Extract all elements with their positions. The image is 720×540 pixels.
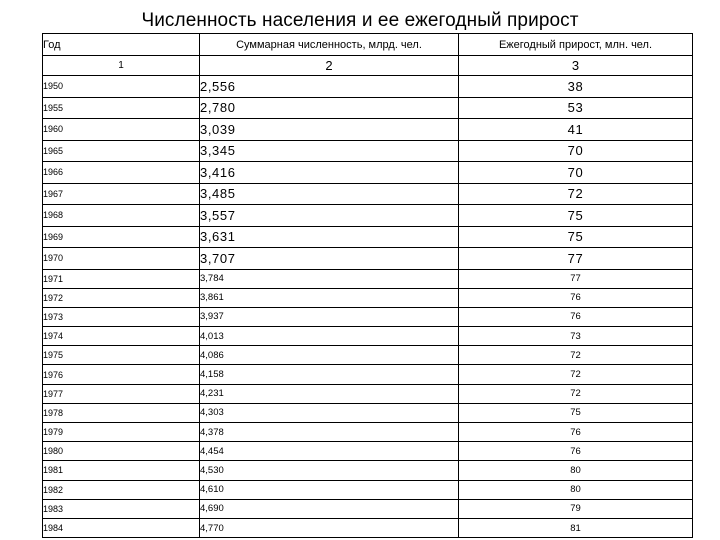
table-row bbox=[43, 346, 693, 365]
table-row bbox=[43, 480, 693, 499]
total-cell: 3,861 bbox=[200, 288, 459, 307]
total-cell: 4,303 bbox=[200, 403, 459, 422]
total-cell: 4,610 bbox=[200, 480, 459, 499]
growth-cell: 76 bbox=[459, 307, 693, 326]
table-row bbox=[43, 119, 693, 141]
table-title: Численность населения и ее ежегодный прирост bbox=[141, 10, 579, 31]
total-cell: 4,690 bbox=[200, 499, 459, 518]
total-cell: 4,454 bbox=[200, 442, 459, 461]
table-row bbox=[43, 269, 693, 288]
table-row bbox=[43, 205, 693, 227]
table-row bbox=[43, 162, 693, 184]
table-row bbox=[43, 288, 693, 307]
header-row bbox=[43, 34, 693, 56]
growth-cell: 75 bbox=[459, 205, 693, 227]
year-cell: 1960 bbox=[43, 119, 200, 141]
column-number-row bbox=[43, 56, 693, 76]
column-number-year: 1 bbox=[43, 56, 200, 76]
table-row bbox=[43, 423, 693, 442]
total-cell: 4,530 bbox=[200, 461, 459, 480]
total-cell: 3,416 bbox=[200, 162, 459, 184]
year-cell: 1979 bbox=[43, 423, 200, 442]
total-cell: 3,345 bbox=[200, 140, 459, 162]
column-number-growth: 3 bbox=[459, 56, 693, 76]
growth-cell: 73 bbox=[459, 327, 693, 346]
growth-cell: 72 bbox=[459, 183, 693, 205]
total-cell: 3,784 bbox=[200, 269, 459, 288]
total-cell: 2,780 bbox=[200, 97, 459, 119]
growth-cell: 41 bbox=[459, 119, 693, 141]
table-row bbox=[43, 365, 693, 384]
table-row bbox=[43, 183, 693, 205]
growth-cell: 76 bbox=[459, 288, 693, 307]
total-cell: 4,013 bbox=[200, 327, 459, 346]
year-cell: 1977 bbox=[43, 384, 200, 403]
year-cell: 1966 bbox=[43, 162, 200, 184]
total-cell: 3,039 bbox=[200, 119, 459, 141]
year-cell: 1983 bbox=[43, 499, 200, 518]
total-cell: 4,378 bbox=[200, 423, 459, 442]
year-cell: 1973 bbox=[43, 307, 200, 326]
table-row bbox=[43, 76, 693, 98]
total-cell: 2,556 bbox=[200, 76, 459, 98]
growth-cell: 80 bbox=[459, 480, 693, 499]
growth-cell: 79 bbox=[459, 499, 693, 518]
year-cell: 1972 bbox=[43, 288, 200, 307]
total-cell: 3,631 bbox=[200, 226, 459, 248]
total-cell: 4,231 bbox=[200, 384, 459, 403]
growth-cell: 76 bbox=[459, 423, 693, 442]
year-cell: 1984 bbox=[43, 518, 200, 537]
table-row bbox=[43, 140, 693, 162]
year-cell: 1971 bbox=[43, 269, 200, 288]
table-row bbox=[43, 461, 693, 480]
growth-cell: 75 bbox=[459, 403, 693, 422]
total-cell: 4,086 bbox=[200, 346, 459, 365]
table-row bbox=[43, 442, 693, 461]
table-row bbox=[43, 327, 693, 346]
table-row bbox=[43, 384, 693, 403]
year-cell: 1978 bbox=[43, 403, 200, 422]
table-row bbox=[43, 518, 693, 537]
total-cell: 4,158 bbox=[200, 365, 459, 384]
year-cell: 1976 bbox=[43, 365, 200, 384]
growth-cell: 75 bbox=[459, 226, 693, 248]
growth-cell: 77 bbox=[459, 269, 693, 288]
growth-cell: 72 bbox=[459, 346, 693, 365]
total-cell: 3,485 bbox=[200, 183, 459, 205]
year-cell: 1970 bbox=[43, 248, 200, 270]
year-cell: 1982 bbox=[43, 480, 200, 499]
year-cell: 1967 bbox=[43, 183, 200, 205]
table-row bbox=[43, 499, 693, 518]
total-cell: 3,557 bbox=[200, 205, 459, 227]
growth-cell: 38 bbox=[459, 76, 693, 98]
table-row bbox=[43, 97, 693, 119]
year-cell: 1969 bbox=[43, 226, 200, 248]
growth-cell: 70 bbox=[459, 162, 693, 184]
table-row bbox=[43, 248, 693, 270]
growth-cell: 53 bbox=[459, 97, 693, 119]
header-annual-growth: Ежегодный прирост, млн. чел. bbox=[459, 34, 693, 56]
header-year: Год bbox=[43, 34, 200, 56]
year-cell: 1968 bbox=[43, 205, 200, 227]
year-cell: 1980 bbox=[43, 442, 200, 461]
total-cell: 3,937 bbox=[200, 307, 459, 326]
year-cell: 1975 bbox=[43, 346, 200, 365]
header-total-population: Суммарная численность, млрд. чел. bbox=[200, 34, 459, 56]
year-cell: 1965 bbox=[43, 140, 200, 162]
year-cell: 1974 bbox=[43, 327, 200, 346]
growth-cell: 70 bbox=[459, 140, 693, 162]
growth-cell: 80 bbox=[459, 461, 693, 480]
column-number-total: 2 bbox=[200, 56, 459, 76]
table-row bbox=[43, 226, 693, 248]
growth-cell: 72 bbox=[459, 384, 693, 403]
population-table bbox=[42, 33, 693, 538]
growth-cell: 72 bbox=[459, 365, 693, 384]
year-cell: 1950 bbox=[43, 76, 200, 98]
growth-cell: 76 bbox=[459, 442, 693, 461]
growth-cell: 77 bbox=[459, 248, 693, 270]
table-row bbox=[43, 307, 693, 326]
total-cell: 3,707 bbox=[200, 248, 459, 270]
table-row bbox=[43, 403, 693, 422]
total-cell: 4,770 bbox=[200, 518, 459, 537]
year-cell: 1981 bbox=[43, 461, 200, 480]
growth-cell: 81 bbox=[459, 518, 693, 537]
year-cell: 1955 bbox=[43, 97, 200, 119]
